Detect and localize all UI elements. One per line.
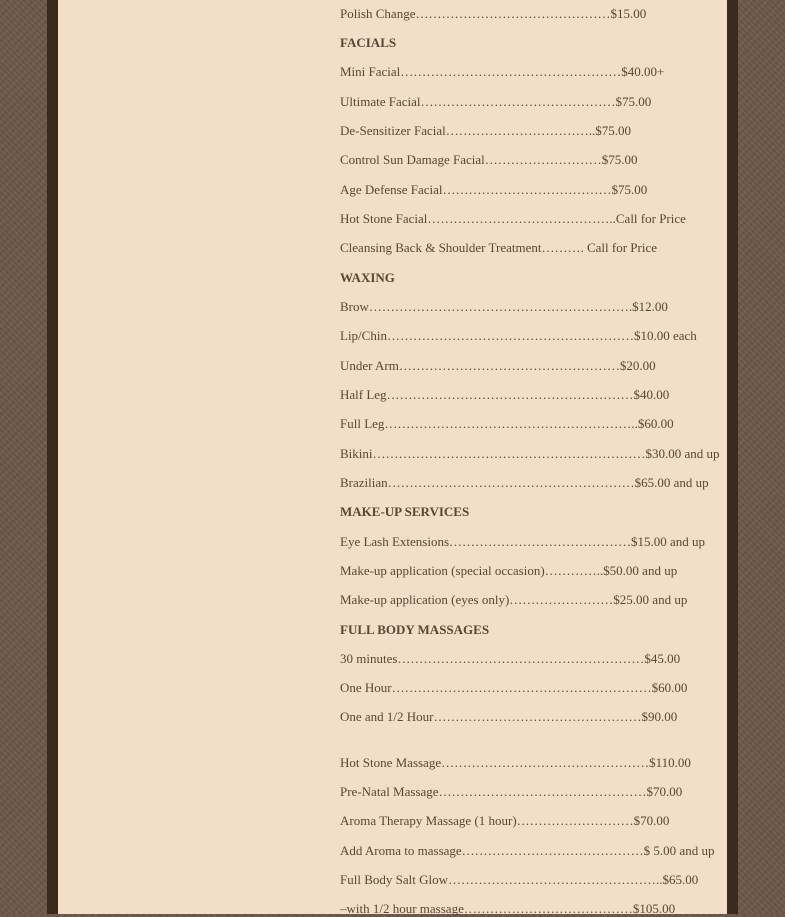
list-item: Brazilian…………………………………………………$65.00 and up bbox=[340, 475, 709, 490]
list-item: Make-up application (eyes only)……………………$25.00 and up bbox=[340, 592, 688, 607]
list-item: Hot Stone Facial……………………………………..Call for Price bbox=[340, 211, 686, 226]
list-item: Polish Change………………………………………$15.00 bbox=[340, 6, 647, 21]
section-heading-massages: FULL BODY MASSAGES bbox=[340, 622, 490, 637]
list-item: 30 minutes…………………………………………………$45.00 bbox=[340, 651, 681, 666]
list-item: Brow…………………………………………………….$12.00 bbox=[340, 299, 668, 314]
list-item: Lip/Chin…………………………………………………$10.00 each bbox=[340, 328, 697, 343]
list-item: Control Sun Damage Facial………………………$75.00 bbox=[340, 152, 638, 167]
list-item: Under Arm……………………………………………$20.00 bbox=[340, 358, 656, 373]
list-item: Ultimate Facial………………………………………$75.00 bbox=[340, 94, 652, 109]
list-item: De-Sensitizer Facial……………………………..$75.00 bbox=[340, 123, 632, 138]
section-heading-waxing: WAXING bbox=[340, 270, 395, 285]
list-item: Age Defense Facial…………………………………$75.00 bbox=[340, 182, 648, 197]
list-item: Half Leg…………………………………………………$40.00 bbox=[340, 387, 670, 402]
list-item: Mini Facial……………………………………………$40.00+ bbox=[340, 64, 665, 79]
list-item: Add Aroma to massage……………………………………$ 5.00 and up bbox=[340, 843, 715, 858]
list-item: Pre-Natal Massage…………………………………………$70.00 bbox=[340, 784, 683, 799]
list-item: Full Leg…………………………………………………..$60.00 bbox=[340, 416, 674, 431]
list-item: Eye Lash Extensions……………………………………$15.00 and up bbox=[340, 534, 706, 549]
list-item: Make-up application (special occasion)…………..$50.00 and up bbox=[340, 563, 678, 578]
list-item: Cleansing Back & Shoulder Treatment………. Call for Price bbox=[340, 240, 658, 255]
list-item: Aroma Therapy Massage (1 hour)………………………$70.00 bbox=[340, 813, 670, 828]
list-item: Hot Stone Massage…………………………………………$110.00 bbox=[340, 755, 691, 770]
list-item: One and 1/2 Hour…………………………………………$90.00 bbox=[340, 709, 678, 724]
list-item: Full Body Salt Glow…………………………………………..$65.00 bbox=[340, 872, 699, 887]
section-heading-makeup: MAKE-UP SERVICES bbox=[340, 504, 470, 519]
section-heading-facials: FACIALS bbox=[340, 35, 397, 50]
list-item: Bikini………………………………………………………$30.00 and up bbox=[340, 446, 720, 461]
content-panel bbox=[58, 0, 727, 914]
list-item: One Hour……………………………………………………$60.00 bbox=[340, 680, 688, 695]
list-item: –with 1/2 hour massage…………………………………$105.00 bbox=[340, 901, 676, 916]
